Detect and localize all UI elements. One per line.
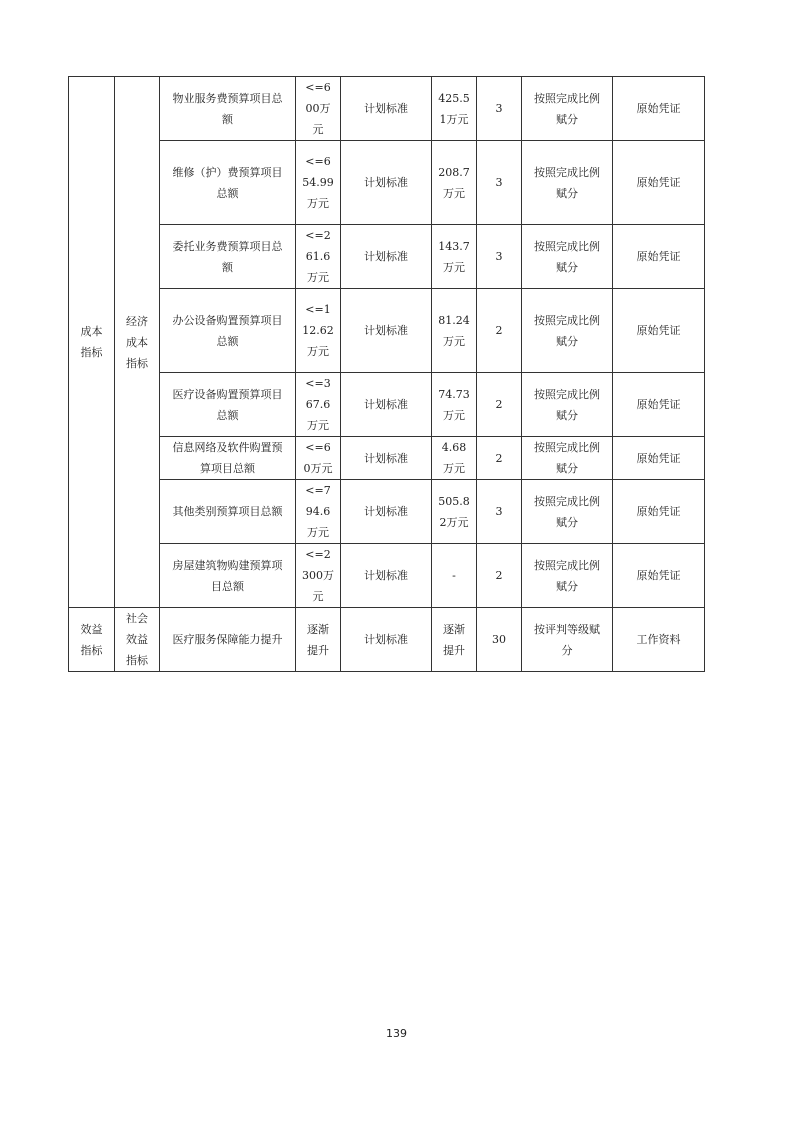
standard-basis: 计划标准 — [341, 289, 432, 373]
evidence-source: 原始凭证 — [613, 437, 705, 480]
standard-basis: 计划标准 — [341, 608, 432, 672]
standard-basis: 计划标准 — [341, 77, 432, 141]
scoring-method: 按评判等级赋分 — [522, 608, 613, 672]
indicator-name: 房屋建筑物购建预算项目总额 — [160, 544, 296, 608]
indicator-name: 办公设备购置预算项目总额 — [160, 289, 296, 373]
table-row — [69, 437, 705, 480]
actual-value: 81.24万元 — [432, 289, 477, 373]
target-value: 逐渐提升 — [296, 608, 341, 672]
score-weight: 2 — [477, 289, 522, 373]
scoring-method: 按照完成比例赋分 — [522, 77, 613, 141]
actual-value: - — [432, 544, 477, 608]
performance-indicator-table — [68, 76, 705, 672]
score-weight: 2 — [477, 544, 522, 608]
score-weight: 2 — [477, 373, 522, 437]
scoring-method: 按照完成比例赋分 — [522, 225, 613, 289]
target-value: <=112.62万元 — [296, 289, 341, 373]
indicator-name: 医疗设备购置预算项目总额 — [160, 373, 296, 437]
target-value: <=600万元 — [296, 77, 341, 141]
standard-basis: 计划标准 — [341, 544, 432, 608]
standard-basis: 计划标准 — [341, 437, 432, 480]
evidence-source: 原始凭证 — [613, 225, 705, 289]
scoring-method: 按照完成比例赋分 — [522, 544, 613, 608]
target-value: <=794.6万元 — [296, 480, 341, 544]
actual-value: 208.7万元 — [432, 141, 477, 225]
indicator-name: 委托业务费预算项目总额 — [160, 225, 296, 289]
indicator-name: 维修（护）费预算项目总额 — [160, 141, 296, 225]
score-weight: 3 — [477, 480, 522, 544]
table-row — [69, 289, 705, 373]
target-value: <=60万元 — [296, 437, 341, 480]
indicator-name: 信息网络及软件购置预算项目总额 — [160, 437, 296, 480]
table-row — [69, 608, 705, 672]
indicator-name: 物业服务费预算项目总额 — [160, 77, 296, 141]
score-weight: 3 — [477, 141, 522, 225]
actual-value: 逐渐提升 — [432, 608, 477, 672]
actual-value: 505.82万元 — [432, 480, 477, 544]
score-weight: 2 — [477, 437, 522, 480]
evidence-source: 原始凭证 — [613, 373, 705, 437]
table-row — [69, 141, 705, 225]
target-value: <=2300万元 — [296, 544, 341, 608]
scoring-method: 按照完成比例赋分 — [522, 480, 613, 544]
evidence-source: 原始凭证 — [613, 141, 705, 225]
indicator-name: 其他类别预算项目总额 — [160, 480, 296, 544]
scoring-method: 按照完成比例赋分 — [522, 141, 613, 225]
standard-basis: 计划标准 — [341, 480, 432, 544]
standard-basis: 计划标准 — [341, 373, 432, 437]
score-weight: 3 — [477, 77, 522, 141]
actual-value: 74.73万元 — [432, 373, 477, 437]
standard-basis: 计划标准 — [341, 225, 432, 289]
level2-indicator-social-benefit: 社会效益指标 — [115, 608, 160, 672]
evidence-source: 原始凭证 — [613, 544, 705, 608]
scoring-method: 按照完成比例赋分 — [522, 437, 613, 480]
page-number: 139 — [386, 1027, 407, 1040]
actual-value: 143.7万元 — [432, 225, 477, 289]
level2-indicator-economic-cost: 经济成本指标 — [115, 77, 160, 608]
scoring-method: 按照完成比例赋分 — [522, 289, 613, 373]
table-row — [69, 373, 705, 437]
scoring-method: 按照完成比例赋分 — [522, 373, 613, 437]
actual-value: 4.68万元 — [432, 437, 477, 480]
actual-value: 425.51万元 — [432, 77, 477, 141]
indicator-name: 医疗服务保障能力提升 — [160, 608, 296, 672]
target-value: <=654.99万元 — [296, 141, 341, 225]
target-value: <=261.6万元 — [296, 225, 341, 289]
table-row — [69, 544, 705, 608]
evidence-source: 原始凭证 — [613, 289, 705, 373]
evidence-source: 原始凭证 — [613, 77, 705, 141]
level1-indicator-cost: 成本指标 — [69, 77, 115, 608]
evidence-source: 原始凭证 — [613, 480, 705, 544]
level1-indicator-benefit: 效益指标 — [69, 608, 115, 672]
standard-basis: 计划标准 — [341, 141, 432, 225]
target-value: <=367.6万元 — [296, 373, 341, 437]
score-weight: 3 — [477, 225, 522, 289]
table-row — [69, 77, 705, 141]
score-weight: 30 — [477, 608, 522, 672]
evidence-source: 工作资料 — [613, 608, 705, 672]
table-row — [69, 480, 705, 544]
table-row — [69, 225, 705, 289]
